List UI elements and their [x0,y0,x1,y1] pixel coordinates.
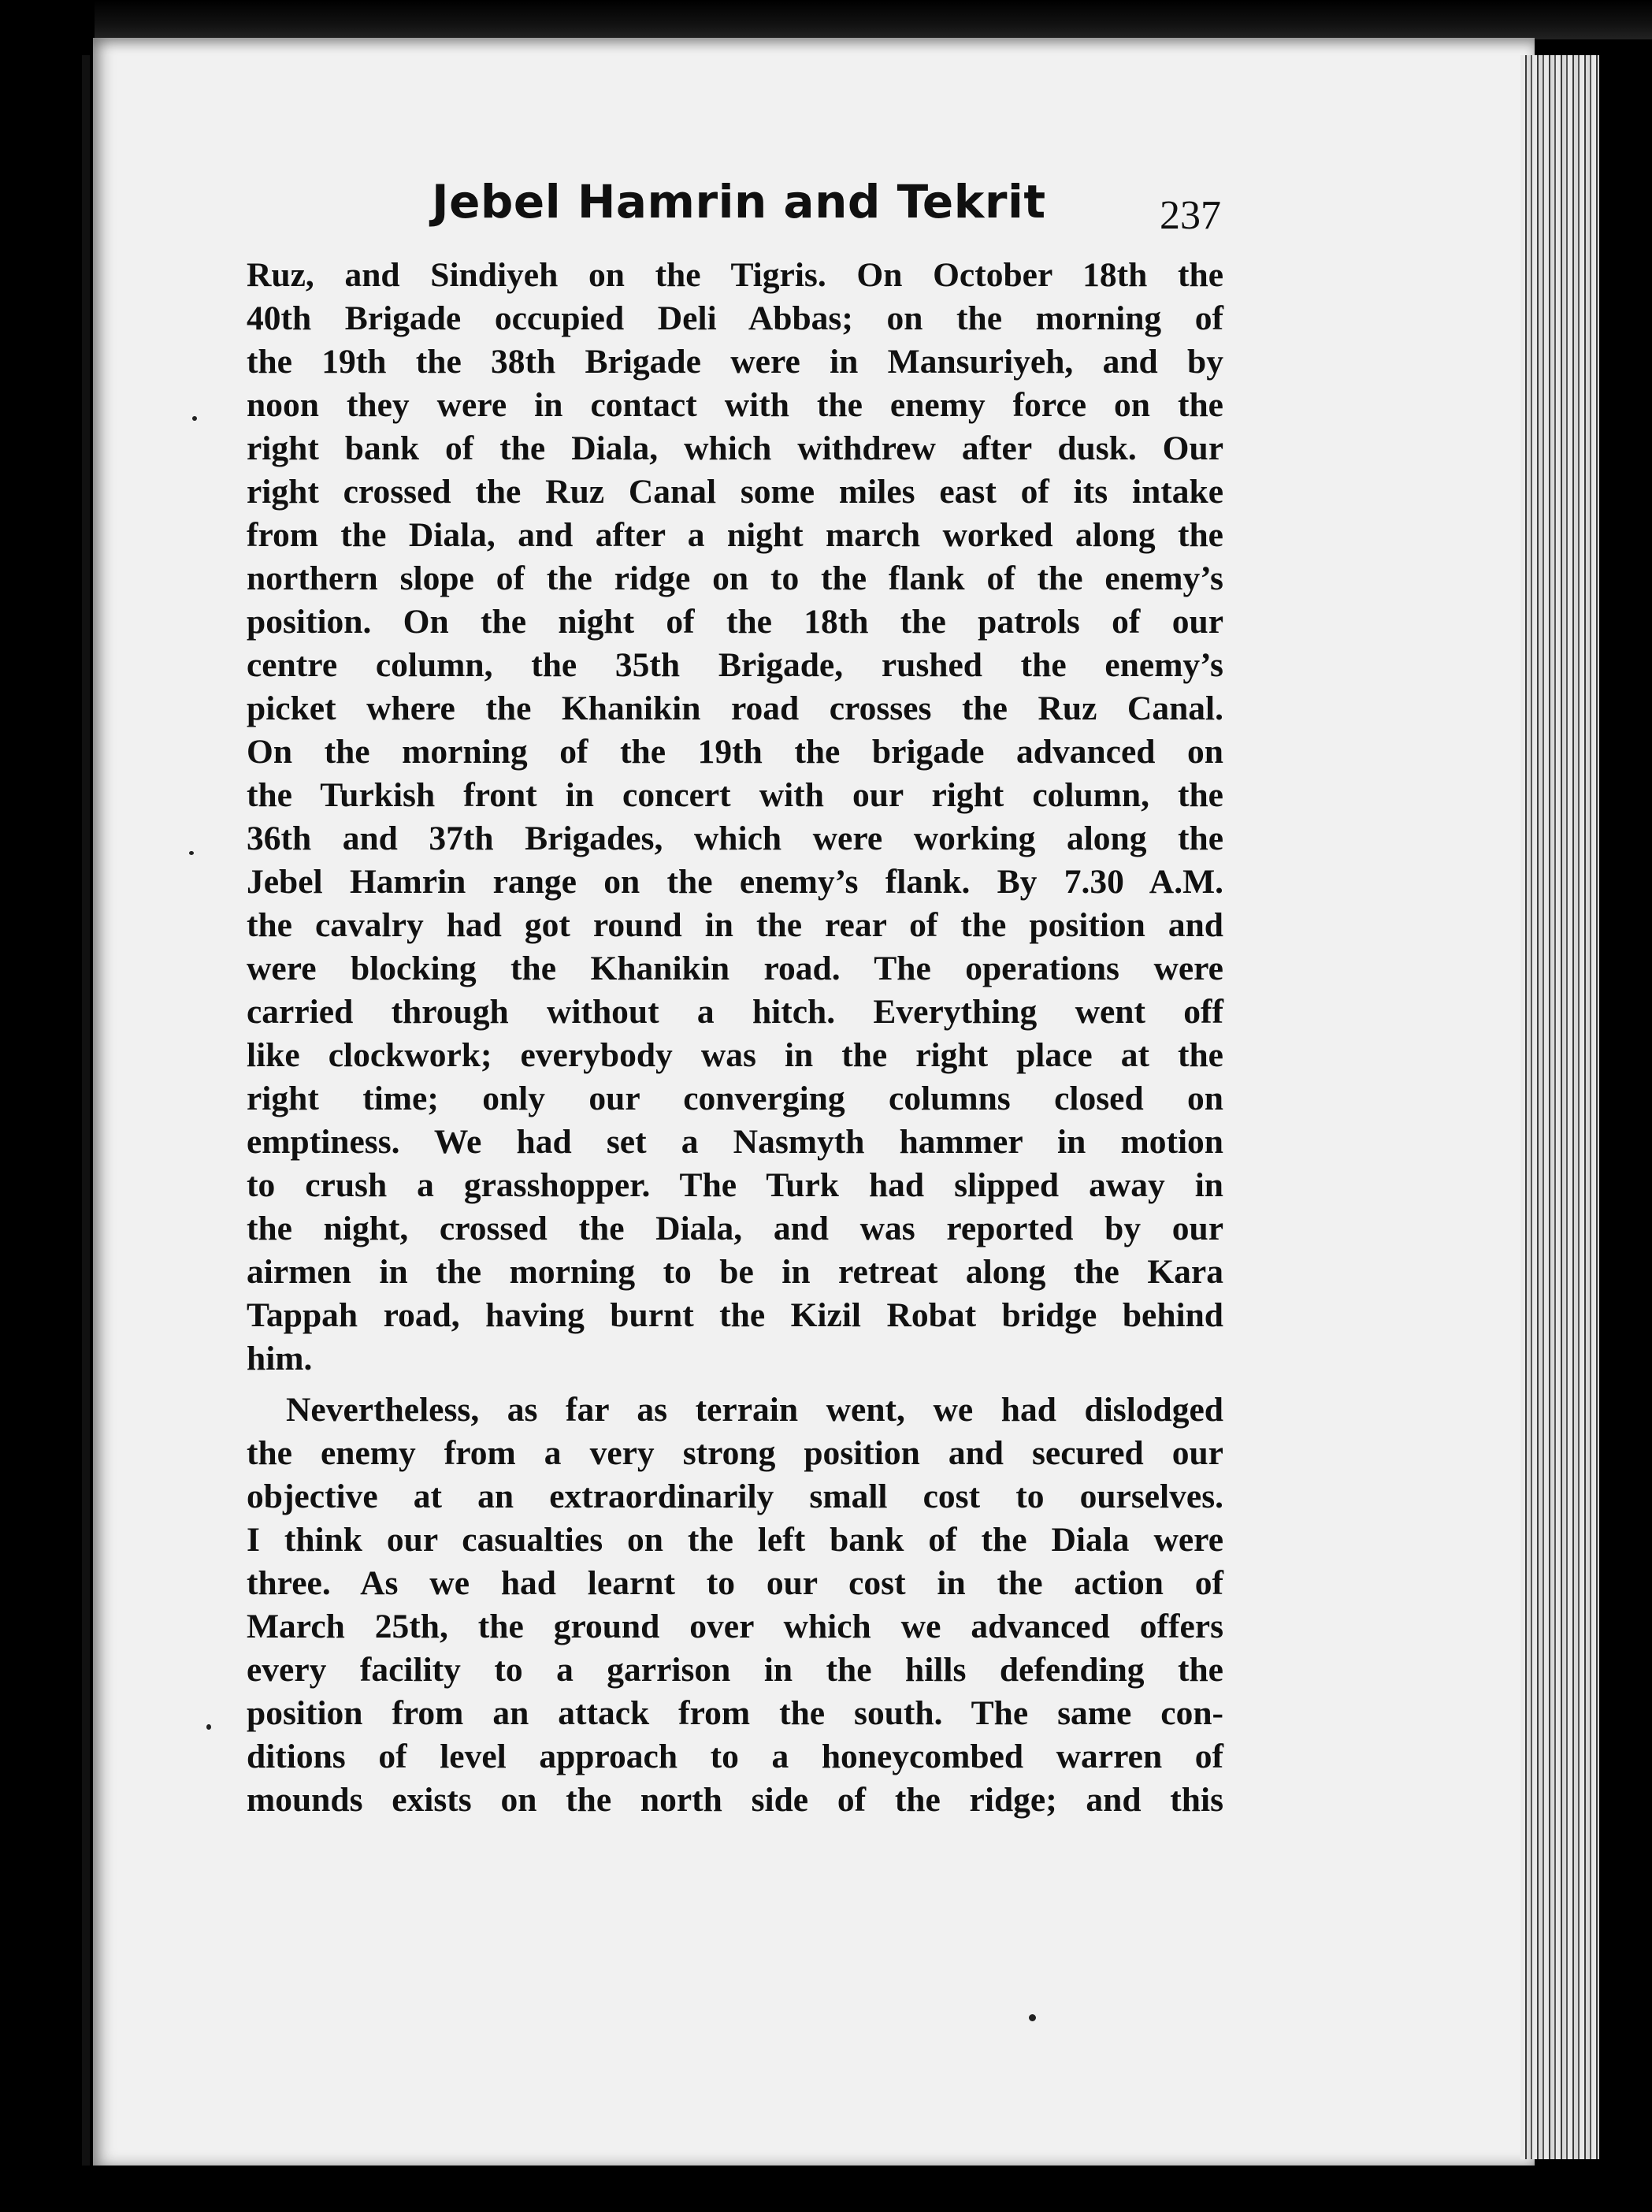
scan-top-edge [95,0,1652,39]
scan-right-border [1599,47,1652,2212]
text-line: northern slope of the ridge on to the flank of the enemy’s [247,560,1223,597]
text-line: position. On the night of the 18th the patrols of our [247,603,1223,641]
scan-spine-shadow [0,0,95,2212]
text-line: like clockwork; everybody was in the right place at the [247,1036,1223,1074]
paragraph-1 [247,254,1223,1381]
page-number: 237 [1160,193,1221,238]
text-line: Ruz, and Sindiyeh on the Tigris. On October 18th the [247,256,1223,294]
text-line: 36th and 37th Brigades, which were working along the [247,820,1223,857]
text-line: picket where the Khanikin road crosses the Ruz Canal. [247,690,1223,727]
text-line: I think our casualties on the left bank of the Diala were [247,1521,1223,1559]
text-line: Jebel Hamrin range on the enemy’s flank. By 7.30 A.M. [247,863,1223,901]
text-line: the cavalry had got round in the rear of the position and [247,906,1223,944]
body-text [247,254,1223,1822]
text-line: centre column, the 35th Brigade, rushed the enemy’s [247,646,1223,684]
text-line: March 25th, the ground over which we advanced offers [247,1608,1223,1645]
text-line: to crush a grasshopper. The Turk had slipped away in [247,1166,1223,1204]
scan-speck [206,1724,211,1730]
scan-bottom-border [0,2166,1652,2212]
text-line: right bank of the Diala, which withdrew after dusk. Our [247,429,1223,467]
page-gutter-edge [82,55,90,2167]
text-line: right time; only our converging columns closed on [247,1080,1223,1117]
text-line: the enemy from a very strong position and secured our [247,1434,1223,1472]
text-line: three. As we had learnt to our cost in the action of [247,1564,1223,1602]
scan-speck [1029,2014,1036,2021]
text-line: every facility to a garrison in the hills defending the [247,1651,1223,1689]
text-line: noon they were in contact with the enemy force on the [247,386,1223,424]
text-line: On the morning of the 19th the brigade advanced on [247,733,1223,771]
text-line: from the Diala, and after a night march worked along the [247,516,1223,554]
scan-speck [192,416,197,421]
text-line: carried through without a hitch. Everything went off [247,993,1223,1031]
text-line: 40th Brigade occupied Deli Abbas; on the morning of [247,299,1223,337]
text-line: the Turkish front in concert with our right column, the [247,776,1223,814]
text-line: the night, crossed the Diala, and was reported by our [247,1210,1223,1247]
text-line: objective at an extraordinarily small cost to ourselves. [247,1478,1223,1515]
text-line: position from an attack from the south. The same con- [247,1694,1223,1732]
text-line: airmen in the morning to be in retreat along the Kara [247,1253,1223,1291]
page-header [432,175,1220,246]
text-line: the 19th the 38th Brigade were in Mansuriyeh, and by [247,343,1223,381]
scan-speck [189,851,194,855]
text-line: right crossed the Ruz Canal some miles east of its intake [247,473,1223,511]
paragraph-gap [247,1381,1223,1389]
text-line: Tappah road, having burnt the Kizil Robat bridge behind [247,1296,1223,1334]
page-fore-edge [1520,55,1604,2159]
running-title: Jebel Hamrin and Tekrit [432,175,1046,229]
text-line: Nevertheless, as far as terrain went, we had dislodged [286,1391,1223,1429]
text-line: him. [247,1340,313,1377]
text-line: mounds exists on the north side of the ridge; and this [247,1781,1223,1819]
text-line: emptiness. We had set a Nasmyth hammer in motion [247,1123,1223,1161]
paragraph-2 [247,1389,1223,1822]
text-line: were blocking the Khanikin road. The operations were [247,950,1223,987]
text-line: ditions of level approach to a honeycombed warren of [247,1738,1223,1775]
